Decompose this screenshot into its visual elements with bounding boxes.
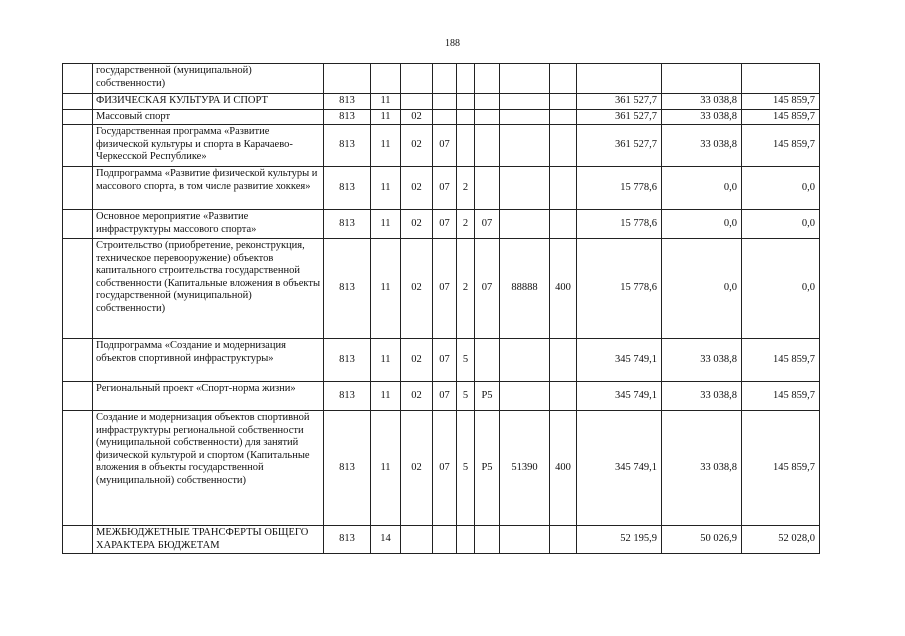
cell-gr: 813 (324, 382, 371, 411)
cell-s1: 345 749,1 (577, 339, 662, 382)
table-row (63, 109, 820, 125)
cell-vr (550, 125, 577, 167)
row-index-cell (63, 109, 93, 125)
row-name: Строительство (приобретение, реконструкция, техническое перевооружение) объектов капитального строительства государственной собственности (Капитальные вложения в объекты государственной (муниципальной) собственности) (93, 239, 324, 339)
row-index-cell (63, 411, 93, 526)
cell-s3: 145 859,7 (742, 125, 820, 167)
cell-rz: 11 (371, 339, 401, 382)
row-index-cell (63, 167, 93, 210)
cell-c1: 07 (433, 167, 457, 210)
cell-c2: 5 (457, 339, 475, 382)
cell-c2 (457, 109, 475, 125)
cell-c1 (433, 64, 457, 94)
cell-c4 (500, 339, 550, 382)
row-index-cell (63, 64, 93, 94)
row-index-cell (63, 526, 93, 554)
table-row (63, 382, 820, 411)
cell-s3: 52 028,0 (742, 526, 820, 554)
cell-gr: 813 (324, 526, 371, 554)
cell-c3: P5 (475, 382, 500, 411)
cell-c1 (433, 526, 457, 554)
table-row (63, 411, 820, 526)
cell-c4 (500, 64, 550, 94)
row-name: Региональный проект «Спорт-норма жизни» (93, 382, 324, 411)
row-name: Создание и модернизация объектов спортивной инфраструктуры региональной собственности (муниципальной собственности) для занятий физической культурой и спортом (Капитальные вложения в объекты государственной (муниципальной) собственности) (93, 411, 324, 526)
cell-gr: 813 (324, 125, 371, 167)
cell-gr: 813 (324, 210, 371, 239)
cell-vr (550, 94, 577, 110)
cell-s2: 33 038,8 (662, 94, 742, 110)
cell-c3 (475, 339, 500, 382)
cell-vr (550, 339, 577, 382)
row-index-cell (63, 125, 93, 167)
cell-gr (324, 64, 371, 94)
row-name: государственной (муниципальной) собственности) (93, 64, 324, 94)
cell-s3: 0,0 (742, 210, 820, 239)
cell-gr: 813 (324, 239, 371, 339)
cell-c4 (500, 526, 550, 554)
row-index-cell (63, 239, 93, 339)
cell-vr: 400 (550, 411, 577, 526)
cell-c3 (475, 109, 500, 125)
cell-pr (401, 64, 433, 94)
cell-s1: 345 749,1 (577, 411, 662, 526)
cell-rz: 11 (371, 411, 401, 526)
cell-c2 (457, 125, 475, 167)
cell-c3: 07 (475, 210, 500, 239)
cell-c4 (500, 210, 550, 239)
row-name: Основное мероприятие «Развитие инфраструктуры массового спорта» (93, 210, 324, 239)
cell-s3: 145 859,7 (742, 94, 820, 110)
cell-rz: 11 (371, 94, 401, 110)
cell-s2: 33 038,8 (662, 339, 742, 382)
cell-rz: 11 (371, 382, 401, 411)
cell-c2: 5 (457, 411, 475, 526)
table-row (63, 339, 820, 382)
row-index-cell (63, 210, 93, 239)
cell-s2 (662, 64, 742, 94)
cell-c1: 07 (433, 339, 457, 382)
cell-s1: 361 527,7 (577, 109, 662, 125)
cell-gr: 813 (324, 109, 371, 125)
cell-c3 (475, 94, 500, 110)
cell-vr (550, 210, 577, 239)
cell-rz: 11 (371, 125, 401, 167)
cell-s2: 50 026,9 (662, 526, 742, 554)
cell-s1: 15 778,6 (577, 167, 662, 210)
cell-c1: 07 (433, 382, 457, 411)
row-name: Подпрограмма «Развитие физической культуры и массового спорта, в том числе развитие хоккея» (93, 167, 324, 210)
row-index-cell (63, 382, 93, 411)
cell-c4: 51390 (500, 411, 550, 526)
cell-rz (371, 64, 401, 94)
cell-pr: 02 (401, 339, 433, 382)
cell-c2: 2 (457, 210, 475, 239)
cell-s1: 15 778,6 (577, 239, 662, 339)
row-index-cell (63, 94, 93, 110)
cell-c2: 2 (457, 239, 475, 339)
cell-s1: 52 195,9 (577, 526, 662, 554)
cell-pr: 02 (401, 382, 433, 411)
table-row (63, 239, 820, 339)
row-name: МЕЖБЮДЖЕТНЫЕ ТРАНСФЕРТЫ ОБЩЕГО ХАРАКТЕРА БЮДЖЕТАМ (93, 526, 324, 554)
cell-c4 (500, 109, 550, 125)
cell-vr (550, 109, 577, 125)
cell-s3 (742, 64, 820, 94)
cell-c1: 07 (433, 239, 457, 339)
cell-c3: P5 (475, 411, 500, 526)
cell-gr: 813 (324, 339, 371, 382)
cell-gr: 813 (324, 94, 371, 110)
table-row (63, 167, 820, 210)
cell-c1: 07 (433, 125, 457, 167)
cell-pr (401, 526, 433, 554)
row-name: Подпрограмма «Создание и модернизация объектов спортивной инфраструктуры» (93, 339, 324, 382)
cell-rz: 11 (371, 167, 401, 210)
cell-c2: 2 (457, 167, 475, 210)
budget-table (62, 63, 820, 554)
cell-vr (550, 64, 577, 94)
cell-pr: 02 (401, 125, 433, 167)
table-row (63, 94, 820, 110)
cell-s1: 361 527,7 (577, 125, 662, 167)
cell-vr (550, 167, 577, 210)
cell-s1: 345 749,1 (577, 382, 662, 411)
row-name: ФИЗИЧЕСКАЯ КУЛЬТУРА И СПОРТ (93, 94, 324, 110)
cell-s3: 0,0 (742, 167, 820, 210)
cell-s3: 0,0 (742, 239, 820, 339)
cell-c3 (475, 167, 500, 210)
cell-s2: 0,0 (662, 167, 742, 210)
cell-rz: 11 (371, 210, 401, 239)
cell-c1 (433, 94, 457, 110)
row-name: Массовый спорт (93, 109, 324, 125)
cell-c3 (475, 125, 500, 167)
table-row (63, 210, 820, 239)
cell-pr: 02 (401, 210, 433, 239)
cell-pr (401, 94, 433, 110)
row-index-cell (63, 339, 93, 382)
cell-s1: 15 778,6 (577, 210, 662, 239)
row-name: Государственная программа «Развитие физической культуры и спорта в Карачаево-Черкесской Республике» (93, 125, 324, 167)
table-row (63, 64, 820, 94)
cell-c3 (475, 526, 500, 554)
cell-c2: 5 (457, 382, 475, 411)
cell-c1: 07 (433, 210, 457, 239)
cell-c3: 07 (475, 239, 500, 339)
cell-pr: 02 (401, 109, 433, 125)
cell-s3: 145 859,7 (742, 109, 820, 125)
cell-c1: 07 (433, 411, 457, 526)
cell-gr: 813 (324, 411, 371, 526)
cell-c4: 88888 (500, 239, 550, 339)
cell-s2: 33 038,8 (662, 411, 742, 526)
cell-s2: 33 038,8 (662, 382, 742, 411)
cell-c4 (500, 382, 550, 411)
cell-rz: 11 (371, 109, 401, 125)
cell-gr: 813 (324, 167, 371, 210)
cell-c2 (457, 94, 475, 110)
cell-s3: 145 859,7 (742, 411, 820, 526)
cell-rz: 11 (371, 239, 401, 339)
cell-c4 (500, 94, 550, 110)
cell-c3 (475, 64, 500, 94)
cell-s3: 145 859,7 (742, 382, 820, 411)
cell-s3: 145 859,7 (742, 339, 820, 382)
cell-c2 (457, 64, 475, 94)
cell-s2: 0,0 (662, 210, 742, 239)
table-row (63, 526, 820, 554)
table-row (63, 125, 820, 167)
cell-c2 (457, 526, 475, 554)
cell-s1: 361 527,7 (577, 94, 662, 110)
cell-c4 (500, 167, 550, 210)
cell-rz: 14 (371, 526, 401, 554)
cell-pr: 02 (401, 411, 433, 526)
cell-vr (550, 382, 577, 411)
cell-s2: 0,0 (662, 239, 742, 339)
cell-vr (550, 526, 577, 554)
cell-pr: 02 (401, 239, 433, 339)
cell-c1 (433, 109, 457, 125)
page-number: 188 (445, 38, 460, 49)
cell-s2: 33 038,8 (662, 125, 742, 167)
cell-c4 (500, 125, 550, 167)
cell-s1 (577, 64, 662, 94)
cell-vr: 400 (550, 239, 577, 339)
cell-pr: 02 (401, 167, 433, 210)
cell-s2: 33 038,8 (662, 109, 742, 125)
